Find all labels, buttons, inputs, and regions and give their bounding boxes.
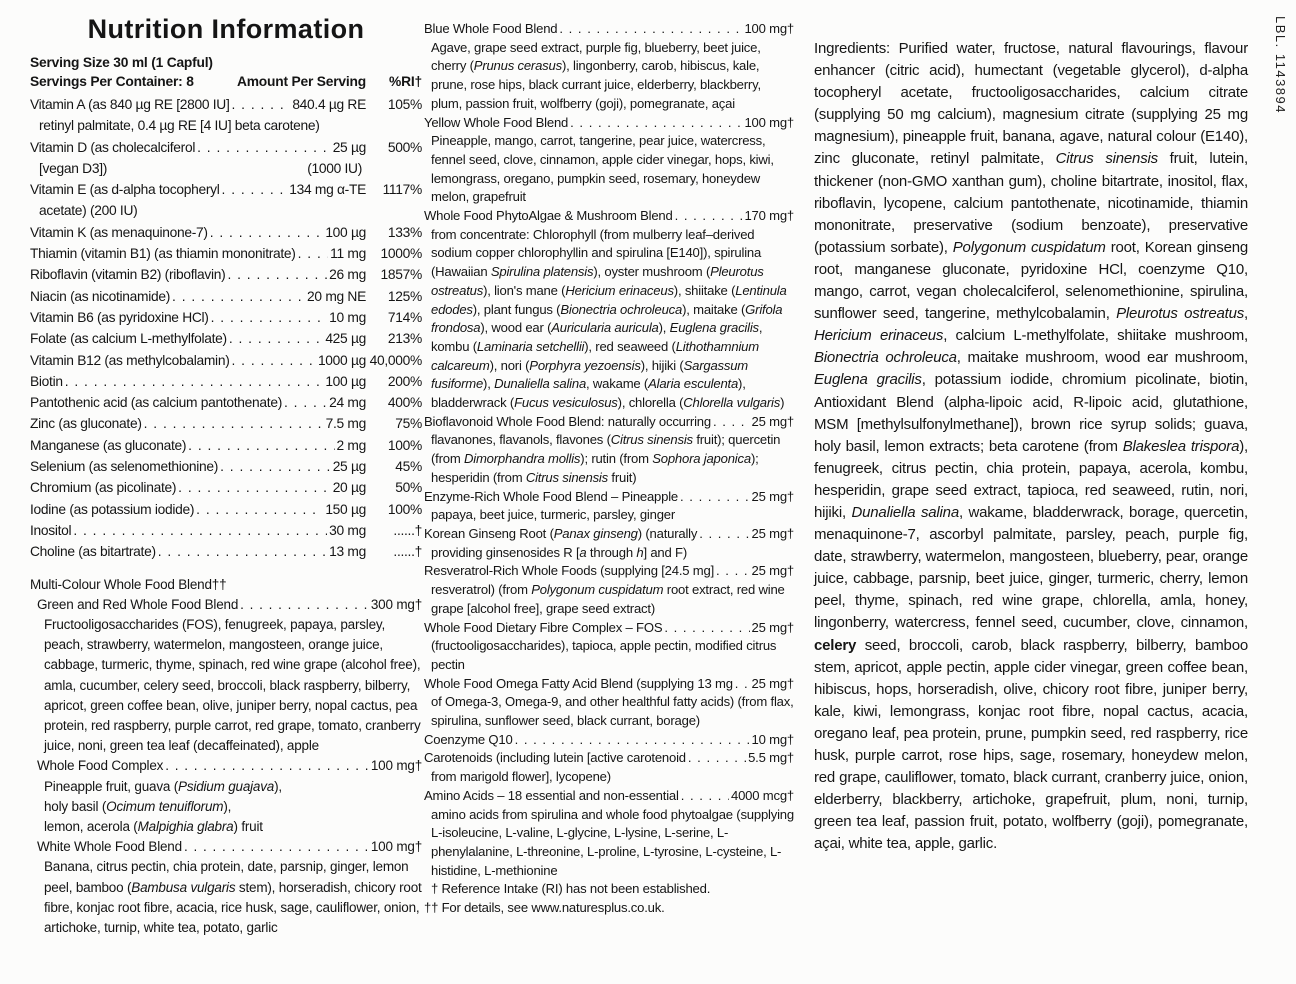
nutrient-label: Iodine (as potassium iodide) <box>30 501 195 517</box>
nutrient-main <box>30 350 366 371</box>
nutrient-amount: 840.4 µg RE <box>292 97 366 112</box>
nutrient-label: Thiamin (vitamin B1) (as thiamin mononitrate) <box>30 246 296 262</box>
latin-name: Sophora japonica <box>652 451 751 467</box>
latin-name: Citrus sinensis <box>525 469 608 485</box>
nutrient-continuation <box>30 115 422 136</box>
dot-leader <box>688 749 746 768</box>
latin-name: Auricularia auricula <box>551 320 659 336</box>
nutrient-label: Vitamin B6 (as pyridoxine HCl) <box>30 309 209 325</box>
blend-entry <box>424 207 794 226</box>
nutrient-amount: 24 mg <box>329 395 366 411</box>
blend-label: Coenzyme Q10 <box>424 731 513 747</box>
nutrient-main <box>30 499 366 520</box>
blend-amount: 25 mg† <box>751 488 794 504</box>
nutrient-amount: 150 µg <box>325 501 366 517</box>
blend-entry <box>424 749 794 768</box>
latin-name: Lentinula edodes <box>431 282 787 317</box>
nutrient-table <box>30 94 422 563</box>
blend-entry <box>424 114 794 133</box>
dot-leader <box>664 619 749 638</box>
nutrient-row <box>30 350 422 371</box>
serving-size-line: Serving Size 30 ml (1 Capful) <box>30 55 213 70</box>
nutrient-main <box>30 222 366 243</box>
blend-label: Whole Food Complex <box>37 758 164 774</box>
latin-name: Porphyra yezoensis <box>529 357 641 373</box>
nutrient-row <box>30 413 422 434</box>
latin-name: Psidium guajava <box>178 778 275 794</box>
nutrient-amount: 11 mg <box>330 246 366 262</box>
servings-per-container: Servings Per Container: 8 <box>30 74 194 89</box>
blend-entry <box>30 595 422 615</box>
latin-name: Spirulina platensis <box>490 264 594 280</box>
nutrient-label: Biotin <box>30 373 63 389</box>
nutrient-label: Vitamin E (as d-alpha tocopheryl <box>30 182 220 198</box>
dot-leader <box>713 413 750 432</box>
nutrient-main <box>30 520 366 541</box>
nutrient-ri: 40,000% <box>369 352 422 368</box>
latin-name: Dunaliella salina <box>851 503 959 521</box>
blend-desc: of Omega-3, Omega-9, and other healthful fatty acids) (from flax, spirulina, sunflower seed, black currant, borage) <box>431 694 794 729</box>
latin-name: a <box>579 544 587 560</box>
blend-desc: (fructooligosaccharides), tapioca, apple pectin, modified citrus pectin <box>431 638 777 672</box>
dot-leader <box>716 562 749 581</box>
dot-leader <box>699 525 749 544</box>
nutrient-row <box>30 477 422 498</box>
latin-name: Dimorphandra mollis <box>464 451 581 467</box>
blend-entry <box>424 731 794 750</box>
dot-leader <box>229 328 323 349</box>
nutrient-main <box>30 179 366 200</box>
ingredients-panel <box>814 38 1248 855</box>
latin-name: Ocimum tenuiflorum <box>106 798 224 814</box>
nutrient-main <box>30 413 366 434</box>
latin-name: Lithothamnium calcareum <box>431 338 759 373</box>
nutrient-main <box>30 477 366 498</box>
nutrient-amount: 7.5 mg <box>325 416 366 432</box>
dot-leader <box>220 456 331 477</box>
blend-desc: amino acids from spirulina and whole food phytoalgae (supplying L-isoleucine, L-valine, L-glycine, L-lysine, L-serine, L-phenylalanine, L-threonine, L-proline, L-tyrosine, L-cysteine, L-histidine, L-methionine <box>431 806 794 878</box>
nutrient-amount: 10 mg <box>329 309 366 325</box>
nutrient-ri: 105% <box>387 97 422 112</box>
blend-entry <box>424 619 794 638</box>
latin-name: Euglena gracilis <box>669 320 759 336</box>
nutrient-row <box>30 328 422 349</box>
nutrient-row <box>30 137 422 158</box>
latin-name: Pleurotus ostreatus <box>1116 305 1245 323</box>
nutrient-label: Vitamin D (as cholecalciferol <box>30 139 196 155</box>
nutrient-label: Selenium (as selenomethionine) <box>30 459 219 475</box>
latin-name: Euglena gracilis <box>814 371 922 389</box>
dot-leader <box>680 488 749 507</box>
dot-leader <box>184 837 369 857</box>
nutrient-label: Niacin (as nicotinamide) <box>30 288 171 304</box>
nutrient-amount: 30 mg <box>329 522 366 538</box>
nutrient-row <box>30 243 422 264</box>
column-header-ri: %RI† <box>389 74 422 89</box>
blend-label: Resveratrol-Rich Whole Foods (supplying [24.5 mg] <box>424 563 715 579</box>
blend-amount: 10 mg† <box>751 731 794 747</box>
nutrient-ri: 213% <box>387 331 422 347</box>
label-code: LBL. 1143894 <box>1273 16 1288 114</box>
nutrient-row <box>30 179 422 200</box>
latin-name: Dunaliella salina <box>494 376 587 392</box>
latin-name: h <box>636 544 644 560</box>
nutrient-label: Vitamin A (as 840 µg RE [2800 IU] <box>30 97 230 112</box>
nutrient-main <box>30 541 366 562</box>
nutrient-amount: 25 µg <box>332 459 366 475</box>
nutrient-amount: 25 µg <box>332 139 366 155</box>
dot-leader <box>735 675 750 694</box>
dot-leader <box>227 264 327 285</box>
nutrient-label: Inositol <box>30 522 72 538</box>
latin-name: Hericium erinaceus <box>814 327 944 345</box>
nutrient-ri: 100% <box>387 437 422 453</box>
latin-name: Bionectria ochroleuca <box>814 349 957 367</box>
blend-label: Korean Ginseng Root (Panax ginseng) (naturally <box>424 525 698 541</box>
blend-desc: Agave, grape seed extract, purple fig, blueberry, beet juice, cherry (Prunus cerasus), lingonberry, carob, hibiscus, kale, prune, rose hips, black currant juice, elderberry, blackberry, plum, passion fruit, wolfberry (goji), pomegranate, açai <box>431 39 761 111</box>
dot-leader <box>178 477 331 498</box>
nutrient-ri: 75% <box>395 416 422 432</box>
nutrient-row <box>30 435 422 456</box>
dot-leader <box>515 731 750 750</box>
latin-name: Bambusa vulgaris <box>131 879 236 895</box>
blend-note: † Reference Intake (RI) has not been established. <box>431 881 711 897</box>
table-header-row <box>30 72 422 91</box>
blend-amount: 170 mg† <box>744 208 794 224</box>
dot-leader <box>211 307 328 328</box>
blend-entry <box>424 525 794 544</box>
dot-leader <box>158 541 327 562</box>
latin-name: Polygonum cuspidatum <box>952 238 1106 256</box>
nutrient-main <box>30 137 366 158</box>
nutrient-amount: 20 µg <box>332 480 366 496</box>
blend-amount: 300 mg† <box>370 596 422 612</box>
nutrient-main <box>30 286 366 307</box>
dot-leader <box>240 595 369 615</box>
dot-leader <box>210 222 324 243</box>
nutrient-amount: 13 mg <box>329 544 366 560</box>
dot-leader <box>65 371 324 392</box>
blend-label: Amino Acids – 18 essential and non-essential <box>424 787 679 803</box>
nutrient-label: Vitamin K (as menaquinone-7) <box>30 224 208 240</box>
blend-label: Whole Food Omega Fatty Acid Blend (supplying 13 mg <box>424 675 733 691</box>
dot-leader <box>144 413 324 434</box>
blend-amount: 25 mg† <box>751 619 794 635</box>
nutrient-label: Vitamin B12 (as methylcobalamin) <box>30 352 230 368</box>
nutrient-ri: 1000% <box>380 246 422 262</box>
nutrient-amount: 2 mg <box>336 437 366 453</box>
blend-desc: resveratrol) (from Polygonum cuspidatum root extract, red wine grape [alcohol free], grape seed extract) <box>431 582 785 616</box>
nutrient-amount: 100 µg <box>325 373 366 389</box>
blend-desc: flavanones, flavanols, flavones (Citrus sinensis fruit); quercetin (from Dimorphandra mollis); rutin (from Sophora japonica); hesperidin (from Citrus sinensis fruit) <box>431 432 781 485</box>
nutrition-facts-panel <box>30 14 422 938</box>
blend-amount: 5.5 mg† <box>748 750 794 766</box>
blend-label: Carotenoids (including lutein [active carotenoid <box>424 750 686 766</box>
nutrient-row <box>30 520 422 541</box>
blend-label: Bioflavonoid Whole Food Blend: naturally occurring <box>424 413 711 429</box>
nutrient-row <box>30 222 422 243</box>
blend-amount: 100 mg† <box>744 114 794 130</box>
blend-entry <box>30 837 422 857</box>
nutrient-ri: 50% <box>395 480 422 496</box>
ingredients-paragraph: Ingredients: Purified water, fructose, natural flavourings, flavour enhancer (citric acid), humectant (vegetable glycerol), d-alpha tocopheryl acetate, fructooligosaccharides, calcium citrate (supplying 50 mg calcium), magnesium citrate (supplying 25 mg magnesium), pineapple fruit, banana, agave, natural colour (E140), zinc gluconate, retinyl palmitate, Citrus sinensis fruit, lutein, thickener (non-GMO xanthan gum), choline bitartrate, inositol, flax, riboflavin, lycopene, calcium pantothenate, nicotinamide, thiamin mononitrate, preservative (sodium benzoate), preservative (potassium sorbate), Polygonum cuspidatum root, Korean ginseng root, manganese gluconate, pyridoxine HCl, coenzyme Q10, mango, carrot, vegan cholecalciferol, selenomethionine, spirulina, sunflower seed, tangerine, methylcobalamin, Pleurotus ostreatus, Hericium erinaceus, calcium L-methylfolate, shiitake mushroom, Bionectria ochroleuca, maitake mushroom, wood ear mushroom, Euglena gracilis, potassium iodide, chromium picolinate, biotin, Antioxidant Blend (alpha-lipoic acid, R-lipoic acid, glutathione, MSM [methylsulfonylmethane]), brown rice syrup solids; guava, holy basil, lemon extracts; beta carotene (from Blakeslea trispora), fenugreek, citrus pectin, chia protein, papaya, acerola, kombu, hesperidin, grape seed extract, tapioca, red seaweed, rutin, nori, hijiki, Dunaliella salina, wakame, bladderwrack, borage, quercetin, menaquinone-7, ascorbyl palmitate, parsley, peach, purple fig, date, strawberry, watermelon, mangosteen, blueberry, pear, orange juice, cabbage, parsnip, beet juice, ginger, turmeric, cherry, lemon peel, thyme, spinach, red wine grape, chlorella, amla, honey, lingonberry, watercress, fennel seed, cucumber, clove, cinnamon, celery seed, broccoli, carob, black raspberry, bilberry, bamboo stem, apricot, apple pectin, apple cider vinegar, green coffee bean, hibiscus, hops, horseradish, olive, chicory root fibre, juniper berry, kale, kiwi, lemongrass, konjac root fibre, nopal cactus, acacia, oregano leaf, pea protein, prune, pumpkin seed, red raspberry, rice husk, purple carrot, rose hips, sage, rosemary, honeydew melon, red grape, cauliflower, tomato, black currant, cranberry juice, onion, elderberry, blackberry, artichoke, grapefruit, plum, noni, turnip, green tea leaf, passion fruit, potato, wolfberry (goji), pomegranate, açai, white tea, apple, garlic. <box>814 40 1249 853</box>
nutrient-label: Choline (as bitartrate) <box>30 544 156 560</box>
blend-entry <box>424 562 794 581</box>
latin-name: Citrus sinensis <box>610 432 693 448</box>
nutrient-amount: 134 mg α-TE <box>289 182 366 198</box>
nutrient-ri: 125% <box>387 288 422 304</box>
nutrient-label: Chromium (as picolinate) <box>30 480 177 496</box>
nutrient-row <box>30 392 422 413</box>
blend-label: Blue Whole Food Blend <box>424 21 558 36</box>
dot-leader <box>73 520 327 541</box>
blend-amount: 25 mg† <box>751 413 794 429</box>
blend-heading: Multi-Colour Whole Food Blend†† <box>30 576 227 592</box>
blend-entry <box>424 20 794 39</box>
blend-desc: Fructooligosaccharides (FOS), fenugreek, papaya, parsley, peach, strawberry, watermelon, mangosteen, orange juice, cabbage, turmeric, thyme, spinach, red wine grape (alcohol free), amla, cucumber, celery seed, broccoli, black raspberry, bilberry, apricot, green coffee bean, olive, juniper berry, nopal cactus, pea protein, red raspberry, purple carrot, red grape, tomato, cranberry juice, noni, green tea leaf (decaffeinated), apple <box>44 616 421 754</box>
nutrient-label: Manganese (as gluconate) <box>30 437 187 453</box>
panel-title: Nutrition Information <box>87 14 365 44</box>
nutrient-continuation-amount: (1000 IU) <box>307 160 362 176</box>
blend-desc: papaya, beet juice, turmeric, parsley, ginger <box>431 507 676 523</box>
blend-amount: 100 mg† <box>370 758 422 774</box>
nutrient-ri: 133% <box>387 224 422 240</box>
blend-entry <box>424 787 794 806</box>
nutrient-main <box>30 94 366 115</box>
blend-amount: 25 mg† <box>751 675 794 691</box>
nutrient-main <box>30 243 366 264</box>
latin-name: Citrus sinensis <box>1055 150 1158 168</box>
latin-name: Pleurotus ostreatus <box>431 264 764 298</box>
blend-desc: from marigold flower], lycopene) <box>431 769 611 785</box>
dot-leader <box>222 179 288 200</box>
latin-name: Polygonum cuspidatum <box>531 582 664 598</box>
blend-amount: 25 mg† <box>751 563 794 579</box>
nutrient-amount: 1000 µg <box>317 352 366 368</box>
nutrient-row <box>30 307 422 328</box>
dot-leader <box>298 243 329 264</box>
blend-desc: Banana, citrus pectin, chia protein, date, parsnip, ginger, lemon peel, bamboo (Bambusa vulgaris stem), horseradish, chicory root fibre, konjac root fibre, acacia, rice husk, sage, cauliflower, onion, artichoke, turnip, white tea, potato, garlic <box>44 859 422 935</box>
dot-leader <box>570 114 742 133</box>
latin-name: Hericium erinaceus <box>565 282 674 298</box>
blend-label: Whole Food Dietary Fibre Complex – FOS <box>424 619 663 635</box>
blend-entry <box>424 488 794 507</box>
nutrient-main <box>30 264 366 285</box>
blend-desc: providing ginsenosides R [a through h] and F) <box>431 544 687 560</box>
blend-entry <box>30 756 422 776</box>
nutrient-ri: ......† <box>393 522 422 538</box>
nutrient-ri: 500% <box>387 139 422 155</box>
dot-leader <box>196 499 323 520</box>
nutrient-row <box>30 456 422 477</box>
nutrient-label: Folate (as calcium L-methylfolate) <box>30 331 227 347</box>
nutrient-main <box>30 456 366 477</box>
dot-leader <box>188 435 334 456</box>
dot-leader <box>232 350 316 371</box>
blend-desc: Pineapple fruit, guava (Psidium guajava), <box>44 778 282 794</box>
nutrient-label: Riboflavin (vitamin B2) (riboflavin) <box>30 267 226 283</box>
latin-name: Prunus cerasus <box>473 58 562 74</box>
nutrient-ri: ......† <box>393 544 422 560</box>
nutrient-amount: 100 µg <box>325 224 366 240</box>
nutrient-main <box>30 371 366 392</box>
latin-name: Chlorella vulgaris <box>683 395 781 411</box>
nutrient-amount: 20 mg NE <box>307 288 366 304</box>
nutrient-continuation-text: retinyl palmitate, 0.4 µg RE [4 IU] beta carotene) <box>39 118 320 134</box>
nutrient-main <box>30 328 366 349</box>
nutrient-main <box>30 307 366 328</box>
nutrient-ri: 400% <box>387 395 422 411</box>
blend-label: Whole Food PhytoAlgae & Mushroom Blend <box>424 208 673 224</box>
dot-leader <box>559 20 742 39</box>
nutrient-ri: 1857% <box>380 267 422 283</box>
latin-name: Bionectria ochroleuca <box>560 301 683 317</box>
nutrient-ri: 200% <box>387 373 422 389</box>
nutrient-label: Zinc (as gluconate) <box>30 416 142 432</box>
blend-amount: 4000 mcg† <box>731 787 794 803</box>
dot-leader <box>681 787 729 806</box>
nutrient-ri: 1117% <box>382 182 422 198</box>
blend-amount: 100 mg† <box>370 839 422 855</box>
nutrient-label: Pantothenic acid (as calcium pantothenate) <box>30 395 283 411</box>
latin-name: Alaria esculenta <box>648 376 739 392</box>
nutrient-ri: 100% <box>387 501 422 517</box>
nutrient-row <box>30 286 422 307</box>
nutrient-row <box>30 264 422 285</box>
multicolour-blend-section <box>30 575 422 939</box>
blend-desc: from concentrate: Chlorophyll (from mulberry leaf–derived sodium copper chlorophyllin and spirulina [E140]), spirulina (Hawaiian Spirulina platensis), oyster mushroom (Pleurotus ostreatus), lion's mane (Hericium erinaceus), shiitake (Lentinula edodes), plant fungus (Bionectria ochroleuca), maitake (Grifola frondosa), wood ear (Auricularia auricula), Euglena gracilis, kombu (Laminaria setchellii), red seaweed (Lithothamnium calcareum), nori (Porphyra yezoensis), hijiki (Sargassum fusiforme), Dunaliella salina, wakame (Alaria esculenta), bladderwrack (Fucus vesiculosus), chlorella (Chlorella vulgaris) <box>431 226 787 411</box>
dot-leader <box>197 137 331 158</box>
blend-desc: lemon, acerola (Malpighia glabra) fruit <box>44 818 263 834</box>
latin-name: Fucus vesiculosus <box>514 395 618 411</box>
blend-label: Yellow Whole Food Blend <box>424 114 569 130</box>
latin-name: Sargassum fusiforme <box>431 357 749 392</box>
nutrient-ri: 714% <box>387 309 422 325</box>
dot-leader <box>284 392 327 413</box>
nutrient-main <box>30 435 366 456</box>
blend-amount: 25 mg† <box>751 525 794 541</box>
nutrient-amount: 26 mg <box>329 267 366 283</box>
dot-leader <box>172 286 305 307</box>
column-header-amount: Amount Per Serving <box>236 74 366 89</box>
dot-leader <box>165 756 369 776</box>
blend-amount: 100 mg† <box>744 21 794 36</box>
dot-leader <box>675 207 743 226</box>
nutrient-amount: 425 µg <box>325 331 366 347</box>
latin-name: Laminaria setchellii <box>476 338 585 354</box>
nutrient-main <box>30 392 366 413</box>
blend-details-column <box>424 20 794 918</box>
latin-name: Blakeslea trispora <box>1122 437 1240 455</box>
blend-label: White Whole Food Blend <box>37 839 182 855</box>
nutrient-row <box>30 94 422 115</box>
latin-name: Grifola frondosa <box>431 301 783 336</box>
nutrient-ri: 45% <box>395 459 422 475</box>
nutrient-continuation <box>30 200 422 221</box>
nutrient-continuation <box>30 158 422 179</box>
nutrient-continuation-text: acetate) (200 IU) <box>39 203 138 219</box>
latin-name: Panax ginseng <box>553 525 638 541</box>
blend-label: Enzyme-Rich Whole Food Blend – Pineapple <box>424 488 679 504</box>
blend-label: Green and Red Whole Food Blend <box>37 596 239 612</box>
nutrient-continuation-text: [vegan D3]) <box>39 160 108 176</box>
blend-desc: holy basil (Ocimum tenuiflorum), <box>44 798 232 814</box>
latin-name: Malpighia glabra <box>137 818 234 834</box>
nutrient-row <box>30 541 422 562</box>
blend-desc: Pineapple, mango, carrot, tangerine, pear juice, watercress, fennel seed, clove, cinnamon, apple cider vinegar, hops, kiwi, lemongrass, oregano, pumpkin seed, rosemary, honeydew melon, grapefruit <box>431 133 774 205</box>
allergen-text: celery <box>814 636 857 654</box>
dot-leader <box>232 94 291 115</box>
blend-note: †† For details, see www.naturesplus.co.uk. <box>424 900 665 916</box>
nutrient-row <box>30 499 422 520</box>
blend-entry <box>424 413 794 432</box>
blend-entry <box>424 675 794 694</box>
nutrient-row <box>30 371 422 392</box>
